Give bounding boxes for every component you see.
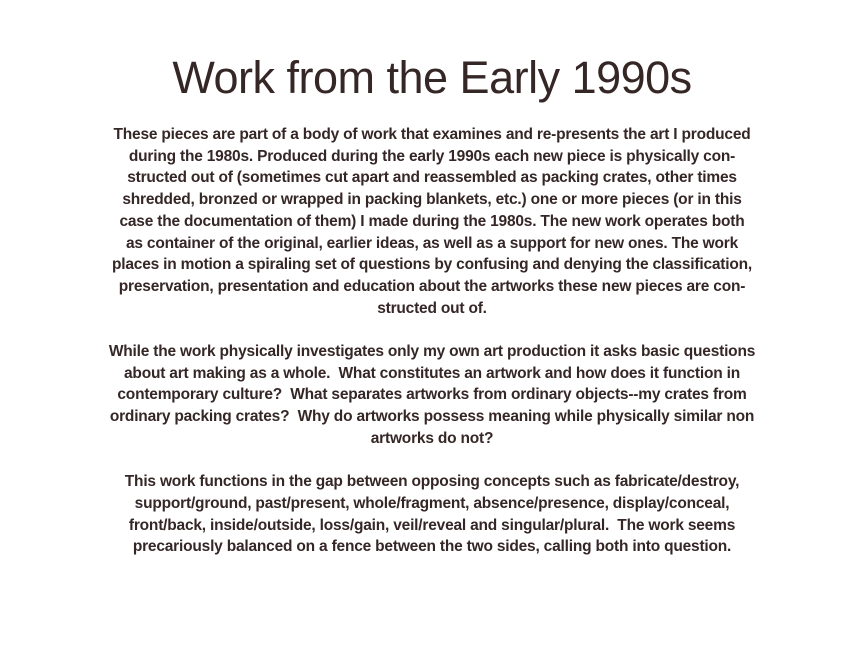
paragraph-2 [77, 341, 787, 450]
text-line: front/back, inside/outside, loss/gain, veil/reveal and singular/plural. The work seems [128, 516, 736, 534]
paragraph-3 [77, 471, 787, 558]
text-line: case the documentation of them) I made during the 1980s. The new work operates both [119, 212, 745, 230]
text-line: structed out of. [377, 299, 487, 317]
slide-body [77, 124, 787, 558]
text-line: places in motion a spiraling set of questions by confusing and denying the classification, [112, 256, 752, 274]
text-line: These pieces are part of a body of work that examines and re-presents the art I produced [113, 126, 751, 143]
text-line: This work functions in the gap between opposing concepts such as fabricate/destroy, [124, 473, 740, 491]
text-line: artworks do not? [370, 429, 494, 447]
text-line: structed out of (sometimes cut apart and reassembled as packing crates, other times [127, 169, 737, 187]
text-line: about art making as a whole. What constitutes an artwork and how does it function in [124, 364, 740, 382]
text-line: ordinary packing crates? Why do artworks possess meaning while physically similar non [109, 408, 755, 426]
text-line: contemporary culture? What separates artworks from ordinary objects--my crates from [117, 386, 747, 404]
text-line: While the work physically investigates only my own art production it asks basic questions [108, 343, 756, 361]
text-line: support/ground, past/present, whole/fragment, absence/presence, display/conceal, [134, 494, 730, 512]
paragraph-1 [77, 124, 787, 319]
slide-title: Work from the Early 1990s [172, 52, 692, 103]
text-line: preservation, presentation and education about the artworks these new pieces are con- [118, 277, 746, 295]
text-line: shredded, bronzed or wrapped in packing blankets, etc.) one or more pieces (or in this [122, 191, 742, 209]
text-line: as container of the original, earlier ideas, as well as a support for new ones. The work [125, 234, 739, 252]
text-line: precariously balanced on a fence between the two sides, calling both into question. [132, 538, 732, 556]
text-line: during the 1980s. Produced during the early 1990s each new piece is physically con- [128, 147, 736, 165]
